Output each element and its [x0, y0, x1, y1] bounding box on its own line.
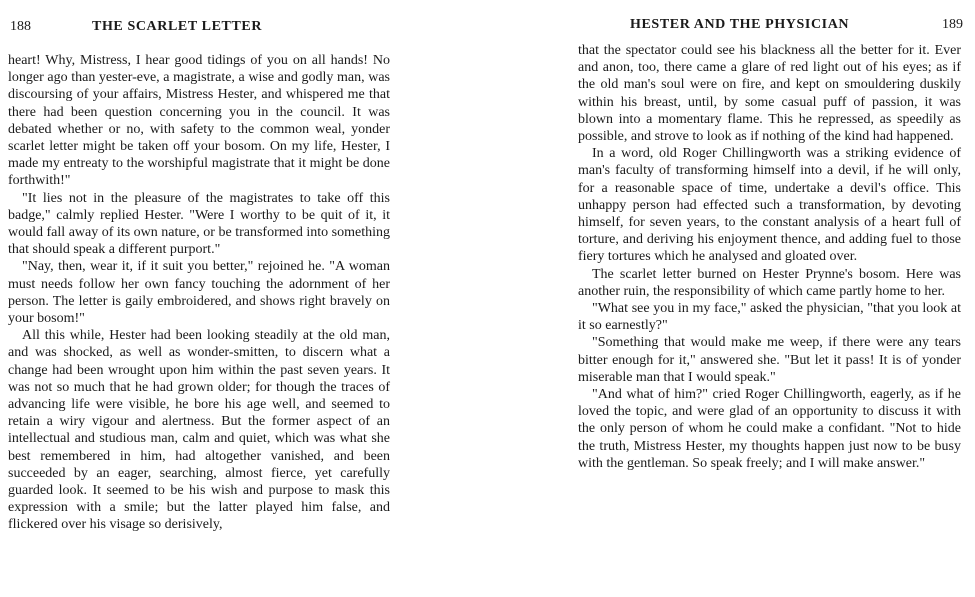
- page-number: 188: [10, 19, 31, 34]
- left-page-body: [8, 52, 390, 534]
- paragraph: In a word, old Roger Chillingworth was a striking evidence of man's faculty of transforming himself into a devil, if he will only, for a reasonable space of time, undertake a devil's office. This unhappy person had effected such a transformation, by devoting himself, for seven years, to the constant analysis of a heart full of torture, and deriving his enjoyment thence, and adding fuel to those fiery tortures which he analysed and gloated over.: [578, 146, 961, 265]
- paragraph: heart! Why, Mistress, I hear good tidings of you on all hands! No longer ago than yester-eve, a magistrate, a wise and godly man, was discoursing of your affairs, Mistress Hester, and whispered me that there had been question concerning you in the council. It was debated whether or no, with safety to the common weal, yonder scarlet letter might be taken off your bosom. On my life, Hester, I made my entreaty to the worshipful magistrate that it might be done forthwith!": [8, 53, 390, 189]
- paragraph: "Something that would make me weep, if there were any tears bitter enough for it," answered she. "But let it pass! It is of yonder miserable man that I would speak.": [578, 335, 961, 385]
- paragraph: "It lies not in the pleasure of the magistrates to take off this badge," calmly replied Hester. "Were I worthy to be quit of it, it would fall away of its own nature, or be transformed into something that should speak a different purport.": [8, 190, 390, 258]
- running-title: THE SCARLET LETTER: [92, 19, 263, 34]
- right-page-body: [578, 42, 961, 472]
- paragraph: "Nay, then, wear it, if it suit you better," rejoined he. "A woman must needs follow her own fancy touching the adornment of her person. The letter is gaily embroidered, and shows right bravely on your bosom!": [8, 259, 390, 327]
- left-page: [8, 0, 390, 534]
- left-page-header: [8, 0, 390, 34]
- paragraph: "What see you in my face," asked the physician, "that you look at it so earnestly?": [578, 301, 961, 334]
- page-number: 189: [942, 17, 963, 32]
- right-page-header: [578, 0, 961, 30]
- paragraph: The scarlet letter burned on Hester Prynne's bosom. Here was another ruin, the responsibility of which came partly home to her.: [578, 266, 961, 299]
- running-title: HESTER AND THE PHYSICIAN: [630, 17, 850, 32]
- right-page: [578, 0, 961, 472]
- paragraph: "And what of him?" cried Roger Chillingworth, eagerly, as if he loved the topic, and were glad of an opportunity to discuss it with the only person of whom he could make a confidant. "Not to hide the truth, Mistress Hester, my thoughts happen just now to be busy with the gentleman. So speak freely; and I will make answer.": [578, 387, 961, 471]
- paragraph: that the spectator could see his blackness all the better for it. Ever and anon, too, there came a glare of red light out of his eyes; as if the old man's soul were on fire, and kept on smouldering duskily within his breast, until, by some casual puff of passion, it was blown into a momentary flame. This he repressed, as speedily as possible, and strove to look as if nothing of the kind had happened.: [578, 43, 961, 145]
- paragraph: All this while, Hester had been looking steadily at the old man, and was shocked, as well as wonder-smitten, to discern what a change had been wrought upon him within the past seven years. It was not so much that he had grown older; for though the traces of advancing life were visible, he bore his age well, and seemed to retain a wiry vigour and alertness. But the former aspect of an intellectual and studious man, calm and quiet, which was what she best remembered in him, had altogether vanished, and been succeeded by an eager, searching, almost fierce, yet carefully guarded look. It seemed to be his wish and purpose to mask this expression with a smile; but the latter played him false, and flickered over his visage so derisively,: [8, 328, 390, 533]
